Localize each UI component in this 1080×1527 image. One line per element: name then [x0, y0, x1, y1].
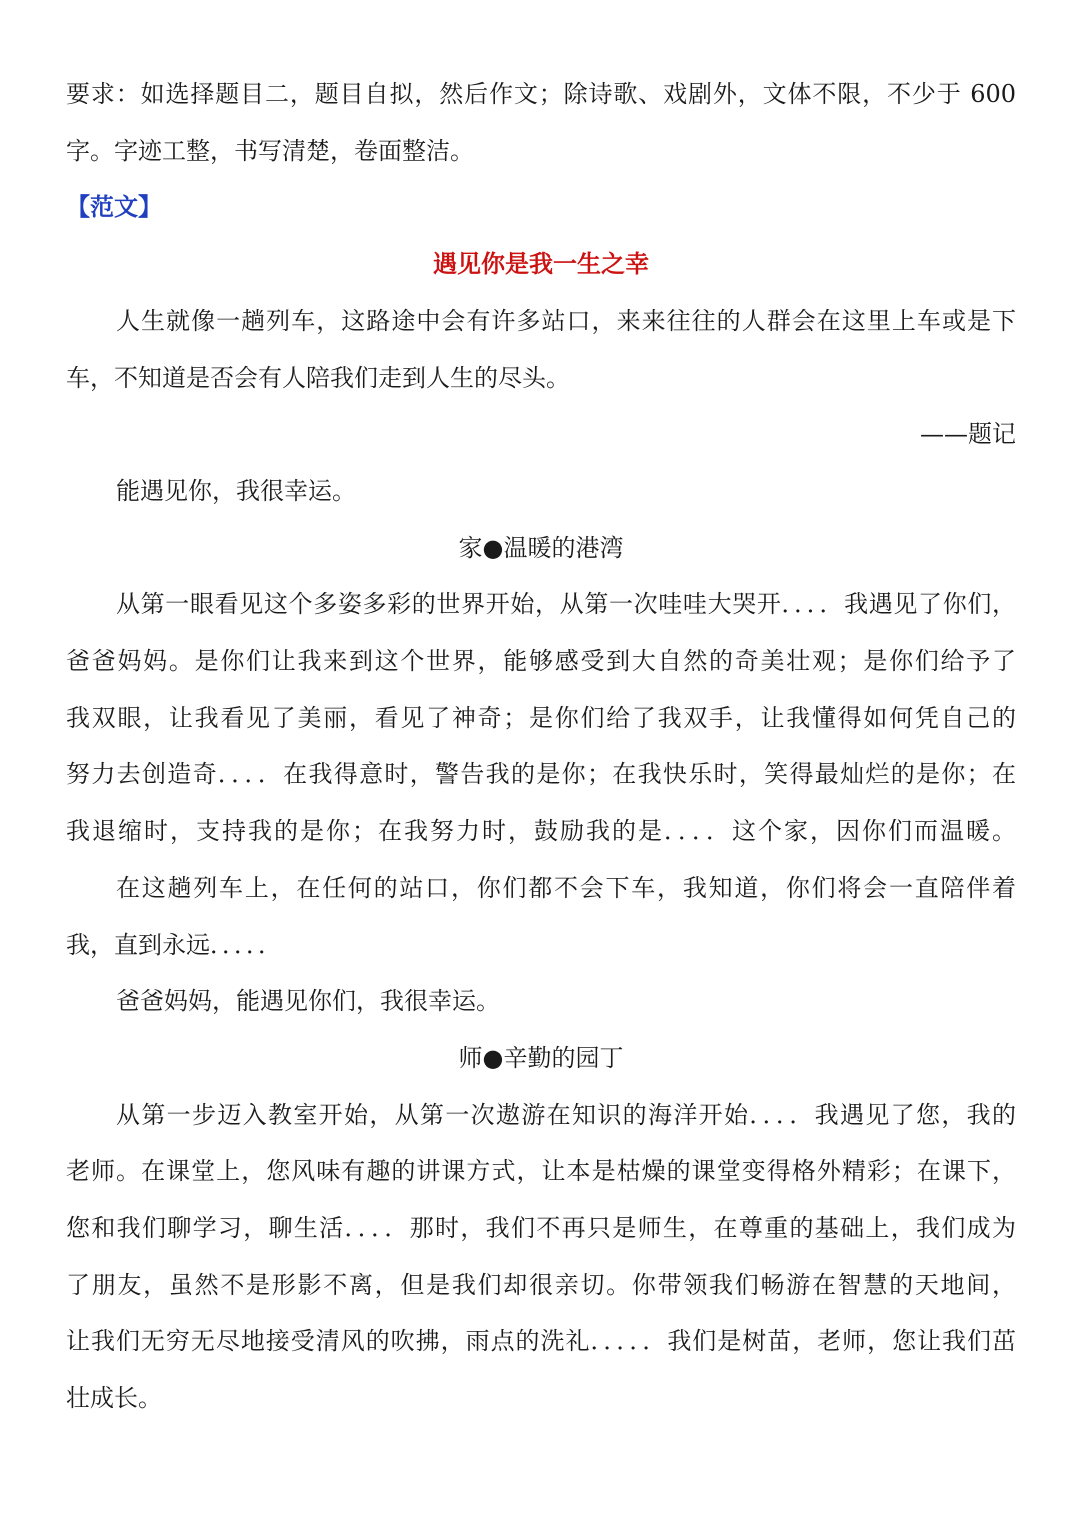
- paragraph-line: 爸爸妈妈。是你们让我来到这个世界，能够感受到大自然的奇美壮观；是你们给予了: [66, 647, 1016, 676]
- epigraph-line-1: 人生就像一趟列车，这路途中会有许多站口，来来往往的人群会在这里上车或是下: [116, 306, 1016, 335]
- paragraph-line: 了朋友，虽然不是形影不离，但是我们却很亲切。你带领我们畅游在智慧的天地间，: [66, 1270, 1016, 1299]
- requirement-line-2: 字。字迹工整，书写清楚，卷面整洁。: [66, 136, 474, 165]
- paragraph-line: 老师。在课堂上，您风味有趣的讲课方式，让本是枯燥的课堂变得格外精彩；在课下，: [66, 1157, 1016, 1186]
- section-tag: 【范文】: [66, 192, 162, 222]
- opening-line: 能遇见你，我很幸运。: [116, 476, 356, 505]
- paragraph-line: 我，直到永远．．．．．: [66, 930, 282, 959]
- essay-title: 遇见你是我一生之幸: [433, 249, 649, 279]
- requirement-line-1: 要求：如选择题目二，题目自拟，然后作文；除诗歌、戏剧外，文体不限，不少于 600: [66, 80, 1016, 108]
- paragraph-line: 从第一步迈入教室开始，从第一次遨游在知识的海洋开始．．．．我遇见了您，我的: [116, 1100, 1016, 1129]
- paragraph-line: 从第一眼看见这个多姿多彩的世界开始，从第一次哇哇大哭开．．．．我遇见了你们，: [116, 590, 1016, 619]
- document-page: [66, 66, 1016, 1427]
- section-heading-teacher: 师●辛勤的园丁: [458, 1043, 624, 1072]
- paragraph-line: 您和我们聊学习，聊生活．．．．那时，我们不再只是师生，在尊重的基础上，我们成为: [66, 1214, 1016, 1243]
- paragraph-line: 让我们无穷无尽地接受清风的吹拂，雨点的洗礼．．．．．我们是树苗，老师，您让我们茁: [66, 1327, 1016, 1356]
- paragraph-line: 努力去创造奇．．．．在我得意时，警告我的是你；在我快乐时，笑得最灿烂的是你；在: [66, 760, 1016, 789]
- paragraph-line: 我退缩时，支持我的是你；在我努力时，鼓励我的是．．．．这个家，因你们而温暖。: [66, 817, 1016, 846]
- epigraph-line-2: 车，不知道是否会有人陪我们走到人生的尽头。: [66, 363, 570, 392]
- epigraph-attribution: ——题记: [920, 420, 1016, 449]
- paragraph-line: 爸爸妈妈，能遇见你们，我很幸运。: [116, 987, 500, 1016]
- paragraph-line: 我双眼，让我看见了美丽，看见了神奇；是你们给了我双手，让我懂得如何凭自己的: [66, 703, 1016, 732]
- paragraph-line: 壮成长。: [66, 1384, 162, 1413]
- paragraph-line: 在这趟列车上，在任何的站口，你们都不会下车，我知道，你们将会一直陪伴着: [116, 873, 1016, 902]
- section-heading-family: 家●温暖的港湾: [458, 533, 624, 562]
